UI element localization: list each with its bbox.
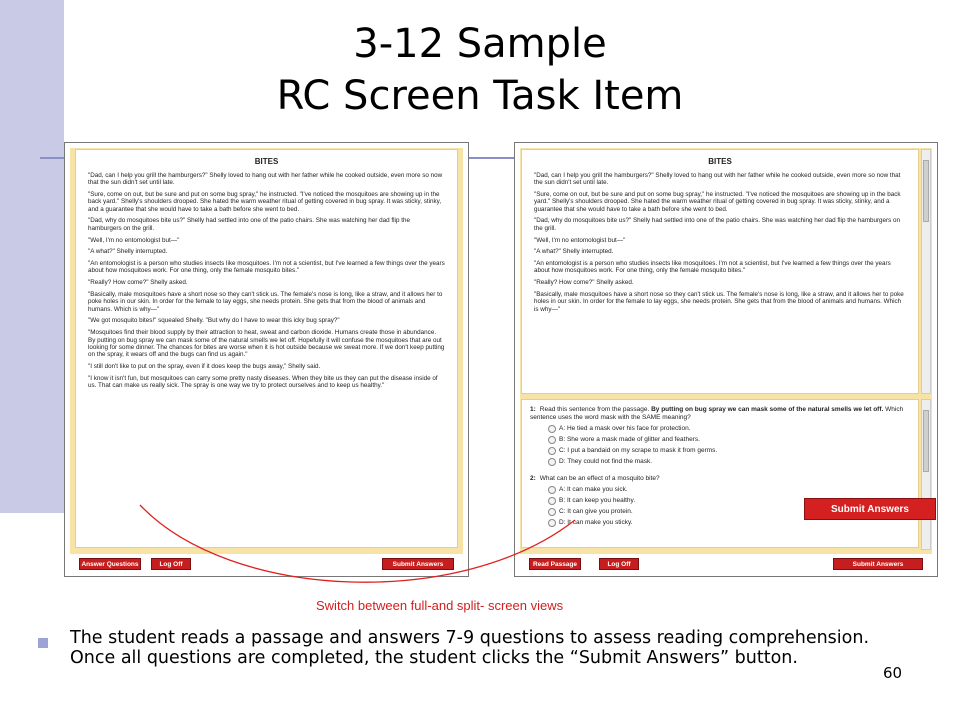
read-passage-button[interactable]: Read Passage bbox=[529, 558, 581, 570]
split-passage-panel bbox=[521, 149, 919, 394]
passage-paragraph: "Sure, come on out, but be sure and put on some bug spray," he instructed. "I've noticed the mosquitoes are showing up in the back yard." Shelly's shoulders drooped. She hated the warm weather ritual of getting covered in bug spray. It was sticky, stinky, and a guarantee that she would have to take a bath before she went to bed. bbox=[534, 191, 901, 213]
passage-paragraph: "A what?" Shelly interrupted. bbox=[534, 248, 614, 256]
passage-paragraph: "Basically, male mosquitoes have a short nose so they can't stick us. The female's nose is long, like a straw, and it allows her to poke holes in our skin. In order for the female to lay eggs, she needs protein. She gets that from the blood of animals and humans. Which is why—" bbox=[534, 291, 904, 313]
passage-paragraph: "An entomologist is a person who studies insects like mosquitoes. I'm not a scientist, but I've learned a few things over the years about how mosquitoes work. For one thing, only the female mosquito bites." bbox=[534, 260, 891, 275]
answer-option[interactable] bbox=[548, 447, 910, 455]
question-item bbox=[522, 400, 918, 466]
split-footer bbox=[525, 558, 927, 570]
passage-paragraph: "Dad, why do mosquitoes bite us?" Shelly had settled into one of the patio chairs. She was watching her dad flip the hamburgers on the grill. bbox=[88, 217, 410, 232]
log-off-button[interactable]: Log Off bbox=[151, 558, 191, 570]
passage-paragraph: "I know it isn't fun, but mosquitoes can carry some pretty nasty diseases. When they bite us they can put the disease inside of us. That can make us really sick. The spray is one way we try to protect ourselves and to keep us healthy." bbox=[88, 374, 438, 390]
passage-paragraph: "Really? How come?" Shelly asked. bbox=[534, 279, 634, 287]
passage-paragraph: "Really? How come?" Shelly asked. bbox=[88, 279, 188, 287]
answer-option-label: B: It can keep you healthy. bbox=[559, 497, 636, 504]
answer-option-label: A: He tied a mask over his face for protection. bbox=[559, 425, 691, 432]
radio-button[interactable] bbox=[548, 486, 556, 494]
answer-option-label: D: It can make you sticky. bbox=[559, 519, 633, 526]
question-text: Read this sentence from the passage. bbox=[539, 406, 652, 413]
passage-title: BITES bbox=[708, 157, 732, 166]
answer-questions-button[interactable]: Answer Questions bbox=[79, 558, 141, 570]
passage-paragraph: "Basically, male mosquitoes have a short nose so they can't stick us. The female's nose is long, like a straw, and it allows her to poke holes in our skin. In order for the female to lay eggs, she needs protein. She gets that from the blood of animals and humans. Which is why—" bbox=[88, 291, 443, 313]
questions-scrollbar[interactable] bbox=[921, 399, 931, 550]
answer-option-label: C: I put a bandaid on my scrape to mask it from germs. bbox=[559, 447, 718, 454]
passage-paragraph: "Dad, can I help you grill the hamburgers?" Shelly loved to hang out with her father while he cooked outside, even more so now that the sun didn't set until late. bbox=[534, 172, 901, 187]
question-number: 2: bbox=[530, 475, 536, 482]
passage-scrollbar[interactable] bbox=[921, 149, 931, 394]
scrollbar-thumb[interactable] bbox=[923, 160, 929, 222]
bullet-marker bbox=[38, 638, 48, 648]
passage-paragraph: "A what?" Shelly interrupted. bbox=[88, 248, 168, 256]
questions-panel bbox=[521, 399, 919, 548]
bullet-text: The student reads a passage and answers 7-9 questions to assess reading comprehension. Once all questions are completed, the student clicks the “Submit Answers” button. bbox=[70, 628, 870, 668]
radio-button[interactable] bbox=[548, 508, 556, 516]
full-screen-view bbox=[64, 142, 469, 577]
question-stem bbox=[530, 475, 910, 483]
scrollbar-thumb[interactable] bbox=[923, 410, 929, 472]
radio-button[interactable] bbox=[548, 458, 556, 466]
radio-button[interactable] bbox=[548, 447, 556, 455]
full-footer bbox=[75, 558, 458, 570]
passage-body bbox=[522, 172, 918, 313]
submit-answers-callout: Submit Answers bbox=[804, 498, 936, 520]
log-off-button[interactable]: Log Off bbox=[599, 558, 639, 570]
passage-paragraph: "Well, I'm no entomologist but—" bbox=[88, 236, 180, 244]
answer-option[interactable] bbox=[548, 486, 910, 494]
answer-option[interactable] bbox=[548, 458, 910, 466]
question-text: Which sentence uses the word mask with the SAME meaning? bbox=[530, 406, 904, 421]
passage-paragraph: "Dad, can I help you grill the hamburgers?" Shelly loved to hang out with her father while he cooked outside, even more so now that the sun didn't set until late. bbox=[88, 172, 443, 187]
question-number: 1: bbox=[530, 406, 536, 413]
title-line-1: 3-12 Sample bbox=[353, 21, 607, 67]
answer-option-label: C: It can give you protein. bbox=[559, 508, 633, 515]
radio-button[interactable] bbox=[548, 519, 556, 527]
submit-answers-button[interactable]: Submit Answers bbox=[382, 558, 454, 570]
radio-button[interactable] bbox=[548, 497, 556, 505]
title-line-2: RC Screen Task Item bbox=[276, 73, 684, 119]
passage-paragraph: "Mosquitoes find their blood supply by their attraction to heat, sweat and carbon dioxide. Humans create those in abundance. By putting on bug spray we can mask some of the natural smells we let off. Hopefully it will confuse the mosquitoes that are out looking for some dinner. The chances for bites are worse when it is hot outside because we sweat more. If we don't keep putting on the spray, it wears off and the bugs can find us again." bbox=[88, 329, 445, 359]
passage-paragraph: "An entomologist is a person who studies insects like mosquitoes. I'm not a scientist, but I've learned a few things over the years about how mosquitoes work. For one thing, only the female mosquito bites." bbox=[88, 260, 445, 275]
answer-option[interactable] bbox=[548, 425, 910, 433]
passage-paragraph: "Sure, come on out, but be sure and put on some bug spray," he instructed. "I've noticed the mosquitoes are showing up in the back yard." Shelly's shoulders drooped. She hated the warm weather ritual of getting covered in bug spray. It was sticky, stinky, and a guarantee that she would have to take a bath before she went to bed. bbox=[88, 191, 442, 213]
slide-title bbox=[0, 18, 960, 122]
page-number: 60 bbox=[883, 664, 903, 682]
switch-views-caption: Switch between full-and split- screen views bbox=[316, 598, 564, 613]
passage-paragraph: "We got mosquito bites!" squealed Shelly. "But why do I have to wear this icky bug spray?" bbox=[88, 317, 340, 325]
question-stem bbox=[530, 406, 910, 422]
radio-button[interactable] bbox=[548, 436, 556, 444]
radio-button[interactable] bbox=[548, 425, 556, 433]
answer-option[interactable] bbox=[548, 436, 910, 444]
answer-option-label: B: She wore a mask made of glitter and feathers. bbox=[559, 436, 700, 443]
answer-option-label: A: It can make you sick. bbox=[559, 486, 628, 493]
passage-paragraph: "I still don't like to put on the spray, even if it does keep the bugs away," Shelly said. bbox=[88, 362, 321, 370]
full-passage-panel bbox=[75, 149, 458, 548]
answer-option-label: D: They could not find the mask. bbox=[559, 458, 653, 465]
passage-paragraph: "Dad, why do mosquitoes bite us?" Shelly had settled into one of the patio chairs. She was watching her dad flip the hamburgers on the grill. bbox=[534, 217, 901, 232]
question-quote: By putting on bug spray we can mask some of the natural smells we let off. bbox=[651, 406, 884, 413]
passage-body bbox=[76, 172, 457, 389]
passage-paragraph: "Well, I'm no entomologist but—" bbox=[534, 236, 626, 244]
submit-answers-button[interactable]: Submit Answers bbox=[833, 558, 923, 570]
passage-title: BITES bbox=[254, 157, 279, 166]
question-text: What can be an effect of a mosquito bite? bbox=[539, 475, 660, 482]
